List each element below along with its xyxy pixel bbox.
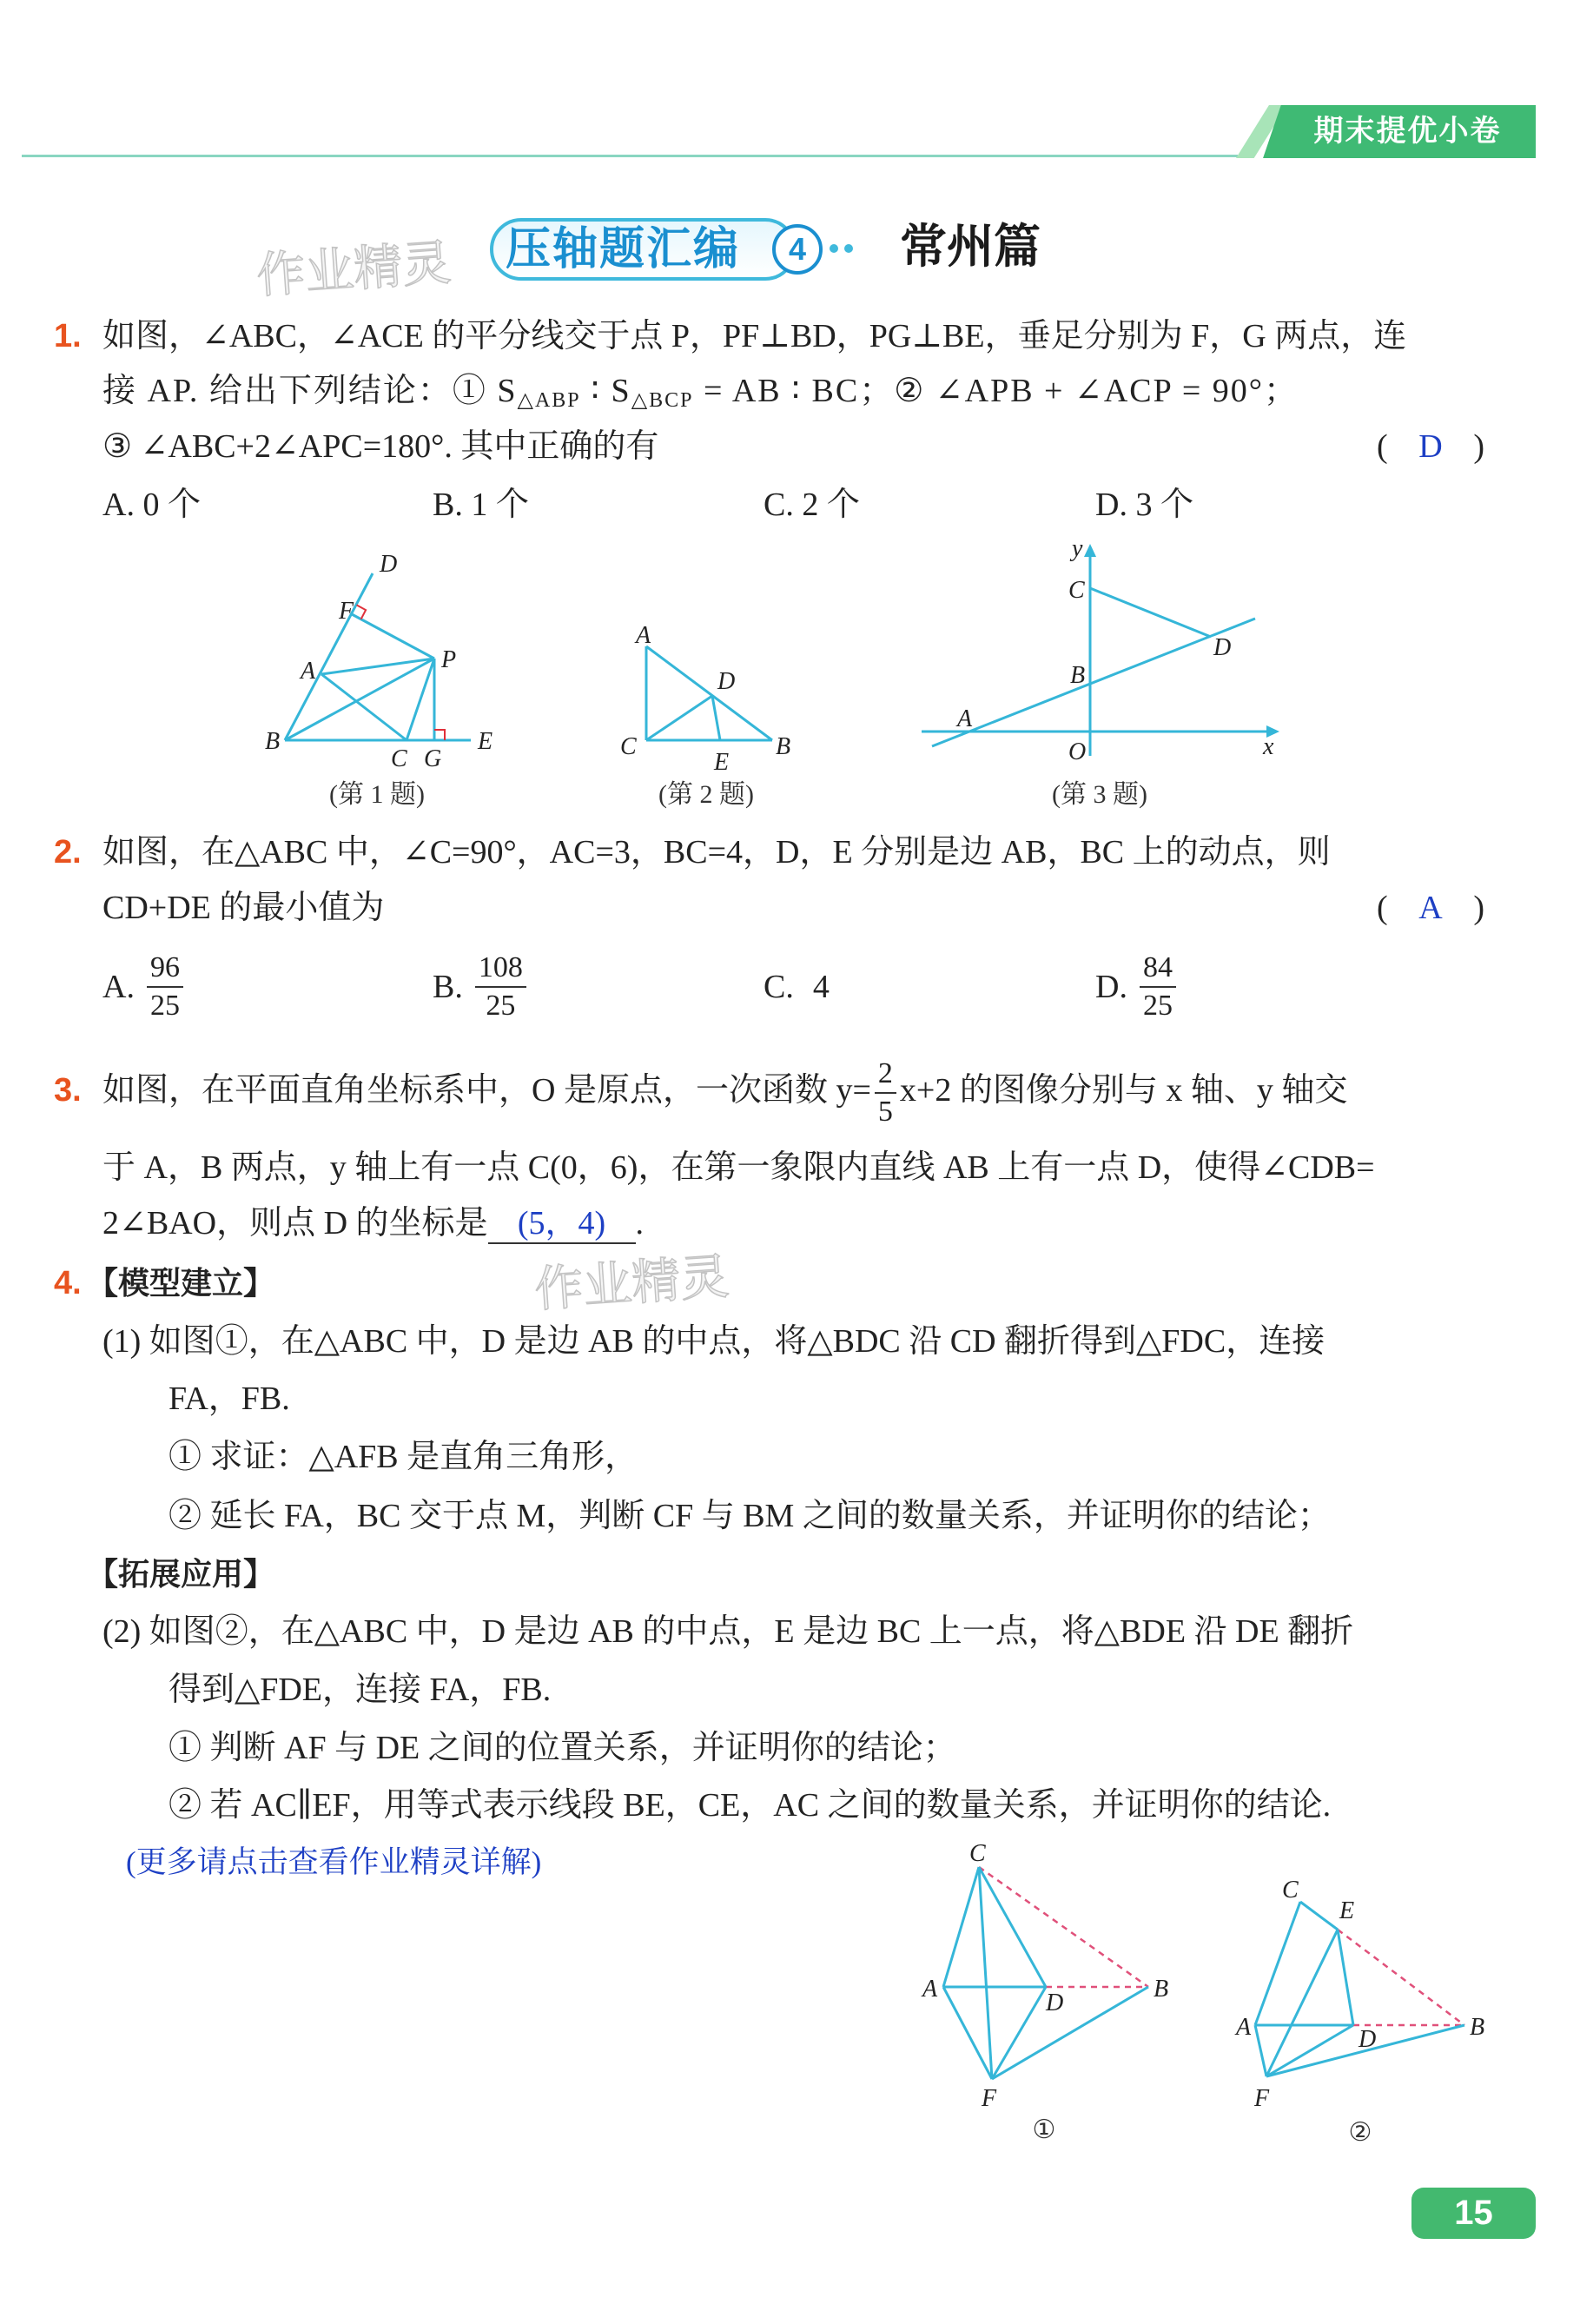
q1-answer-bracket (1377, 422, 1484, 471)
fraction-denominator: 25 (149, 990, 180, 1022)
fig5-segment-ca (1255, 1902, 1300, 2025)
fig3-y-axis-arrow (1084, 544, 1096, 557)
q1-line-1: 如图，∠ABC，∠ACE 的平分线交于点 P，PF⊥BD，PG⊥BE，垂足分别为 F，G 两点，连 (102, 318, 1407, 354)
fig5-label-c: C (1282, 1877, 1299, 1904)
fig2-segment-de (712, 696, 720, 740)
fraction-numerator: 96 (147, 950, 183, 988)
fig4-segment-ca (943, 1867, 979, 1987)
fig2-label-e: E (714, 749, 730, 776)
q2-number: 2. (54, 834, 82, 871)
q3-line-1-b: x+2 的图像分别与 x 轴、y 轴交 (899, 1072, 1348, 1109)
header-tab-label: 期末提优小卷 (1313, 115, 1502, 148)
fig4-label-d: D (1046, 1990, 1064, 2016)
q3-line-1 (102, 1057, 1348, 1129)
option-letter: C. (764, 487, 794, 523)
q1-line-2 (102, 367, 1299, 415)
option-text: 0 个 (142, 487, 201, 523)
option-text: 2 个 (802, 487, 860, 523)
fig1-label-d: D (380, 551, 398, 578)
q4-part2-line-4: ② 若 AC∥EF，用等式表示线段 BE，CE，AC 之间的数量关系，并证明你的结论. (169, 1787, 1332, 1824)
q3-slope-fraction (875, 1056, 896, 1130)
title-dot-2 (844, 244, 853, 253)
fig5-label-d: D (1359, 2026, 1377, 2053)
q4-part1-line-1: (1) 如图①，在△ABC 中，D 是边 AB 的中点，将△BDC 沿 CD 翻折得到△FDC，连接 (102, 1323, 1325, 1360)
fig3-label-o: O (1068, 738, 1087, 765)
fig5-label-e: E (1339, 1897, 1355, 1924)
fig3-label-a: A (957, 705, 973, 732)
fig5-segment-ce (1300, 1902, 1338, 1930)
figure-3 (912, 530, 1294, 773)
watermark: 作业精灵 (255, 235, 453, 305)
q3-line-2: 于 A，B 两点，y 轴上有一点 C(0，6)，在第一象限内直线 AB 上有一点 D，使得∠CDB= (102, 1149, 1375, 1186)
fig5-label-a: A (1236, 2014, 1252, 2041)
q1-option-a (102, 480, 201, 529)
title-dot-1 (830, 244, 838, 253)
fig3-label-b: B (1070, 662, 1086, 689)
option-text: 4 (812, 969, 830, 1005)
q2-bracket-open: ( (1377, 890, 1388, 926)
q4-heading-extension: 【拓展应用】 (87, 1556, 275, 1592)
option-text: 3 个 (1135, 487, 1193, 523)
title-main: 压轴题汇编 (506, 224, 741, 275)
q4-part2-line-3: ① 判断 AF 与 DE 之间的位置关系，并证明你的结论； (169, 1730, 956, 1766)
fig1-right-angle-g (434, 730, 445, 740)
figure-4 (912, 1842, 1190, 2120)
figure-2 (608, 608, 808, 782)
fig5-label-b: B (1470, 2014, 1485, 2041)
header-tab (1236, 105, 1536, 158)
q1-number: 1. (54, 318, 82, 354)
option-letter: B. (433, 487, 463, 523)
title-number-circle: 4 (772, 224, 823, 275)
option-fraction (1140, 950, 1176, 1024)
q3-line-1-a: 如图，在平面直角坐标系中，O 是原点，一次函数 y= (102, 1072, 871, 1109)
fig3-line-ab (932, 619, 1255, 746)
q2-answer-bracket (1377, 884, 1484, 932)
fig3-label-x: x (1263, 733, 1274, 760)
q4-part2-line-2: 得到△FDE，连接 FA，FB. (169, 1672, 552, 1708)
fig4-segment-fb (992, 1987, 1148, 2079)
fig2-label-d: D (717, 668, 736, 695)
option-fraction (147, 950, 183, 1024)
fig5-label-f: F (1254, 2085, 1270, 2112)
fig1-label-e: E (478, 728, 493, 755)
fraction-numerator: 84 (1140, 950, 1176, 988)
fig1-segment-ac (321, 674, 407, 740)
q4-part1-line-4: ② 延长 FA，BC 交于点 M，判断 CF 与 BM 之间的数量关系，并证明你的结论； (169, 1498, 1331, 1534)
fig4-label-a: A (922, 1976, 938, 2003)
fig1-caption: (第 1 题) (329, 780, 425, 809)
q3-number: 3. (54, 1072, 82, 1109)
title-pill (490, 218, 797, 281)
q1-bracket-open: ( (1377, 428, 1388, 465)
fig4-segment-fd (992, 1987, 1046, 2079)
fig1-label-b: B (265, 728, 281, 755)
option-fraction (475, 950, 526, 1024)
q2-option-d (1095, 945, 1176, 1029)
header-rule (22, 155, 1238, 157)
fig4-label-f: F (982, 2085, 997, 2112)
fraction-numerator: 2 (875, 1056, 896, 1094)
fig2-caption: (第 2 题) (658, 780, 754, 809)
fig4-segment-cd (979, 1867, 1046, 1987)
fig4-caption: ① (1032, 2115, 1056, 2144)
q1-line-2-a: 接 AP. 给出下列结论：① S (102, 373, 518, 409)
fig2-segment-cd (646, 696, 712, 740)
page-number: 15 (1411, 2188, 1536, 2239)
q1-line-2-sub-2: △BCP (631, 389, 694, 412)
q4-part1-line-2: FA，FB. (169, 1380, 290, 1417)
fig3-label-c: C (1068, 577, 1085, 604)
fig3-caption: (第 3 题) (1052, 780, 1147, 809)
fig2-label-c: C (620, 733, 637, 760)
fig3-segment-cd (1090, 588, 1211, 637)
fig1-label-g: G (424, 745, 442, 772)
q2-option-c (764, 945, 830, 1029)
q3-answer-blank: (5，4) (488, 1204, 636, 1244)
fig5-segment-af (1255, 2025, 1266, 2076)
q4-part2-line-1: (2) 如图②，在△ABC 中，D 是边 AB 的中点，E 是边 BC 上一点，将△BDE 沿 DE 翻折 (102, 1613, 1354, 1650)
more-details-link[interactable]: (更多请点击查看作业精灵详解) (126, 1845, 542, 1879)
q1-option-c (764, 480, 860, 529)
q1-line-2-sub-1: △ABP (517, 389, 581, 412)
fig3-label-d: D (1213, 634, 1232, 661)
q2-line-2: CD+DE 的最小值为 (102, 890, 385, 926)
fig1-label-p: P (441, 646, 457, 673)
q1-answer: D (1418, 428, 1443, 465)
fig5-caption: ② (1348, 2118, 1372, 2147)
title-region: 常州篇 (900, 218, 1041, 274)
figure-5 (1233, 1877, 1494, 2120)
q1-bracket-close: ) (1473, 428, 1484, 465)
fraction-denominator: 25 (486, 990, 516, 1022)
option-text: 1 个 (471, 487, 529, 523)
fig5-dashed-eb (1338, 1930, 1464, 2025)
fig1-label-a: A (301, 658, 316, 685)
fig1-label-c: C (391, 745, 407, 772)
fig1-label-f: F (339, 598, 354, 625)
fig1-segment-fp (352, 614, 434, 659)
fig3-label-y: y (1072, 535, 1083, 562)
q2-bracket-close: ) (1473, 890, 1484, 926)
option-letter: A. (102, 487, 135, 523)
q4-part1-line-3: ① 求证：△AFB 是直角三角形， (169, 1439, 638, 1475)
option-letter: D. (1095, 969, 1127, 1005)
option-letter: D. (1095, 487, 1127, 523)
fig5-segment-ed (1338, 1930, 1353, 2025)
fraction-denominator: 25 (1142, 990, 1173, 1022)
q4-heading-model: 【模型建立】 (87, 1265, 275, 1301)
q2-answer: A (1418, 890, 1443, 926)
fig4-segment-cf (979, 1867, 992, 2079)
fig4-label-c: C (969, 1842, 986, 1867)
q2-option-b (433, 945, 526, 1029)
fig2-label-a: A (636, 622, 651, 649)
q2-option-a (102, 945, 183, 1029)
q2-line-1: 如图，在△ABC 中，∠C=90°，AC=3，BC=4，D，E 分别是边 AB，BC 上的动点，则 (102, 834, 1331, 871)
q4-number: 4. (54, 1265, 82, 1301)
fig2-label-b: B (776, 733, 791, 760)
option-letter: A. (102, 969, 135, 1005)
q3-line-3-text: 2∠BAO，则点 D 的坐标是 (102, 1205, 488, 1241)
q3-line-3-end: . (635, 1205, 645, 1241)
fraction-denominator: 5 (877, 1096, 893, 1129)
option-letter: C. (764, 969, 794, 1005)
q1-line-2-b: ∶ S (580, 373, 631, 409)
q1-option-b (433, 480, 529, 529)
fraction-numerator: 108 (475, 950, 526, 988)
fig4-label-b: B (1154, 1976, 1169, 2003)
q3-line-3 (102, 1199, 644, 1248)
watermark: 作业精灵 (532, 1248, 731, 1319)
q1-line-2-c: = AB ∶ BC；② ∠APB + ∠ACP = 90°； (693, 373, 1299, 409)
option-letter: B. (433, 969, 463, 1005)
q1-option-d (1095, 480, 1193, 529)
fig4-segment-af (943, 1987, 992, 2079)
q1-line-3: ③ ∠ABC+2∠APC=180°. 其中正确的有 (102, 428, 659, 465)
fig4-dashed-cb (979, 1867, 1148, 1987)
figure-1 (261, 547, 504, 773)
